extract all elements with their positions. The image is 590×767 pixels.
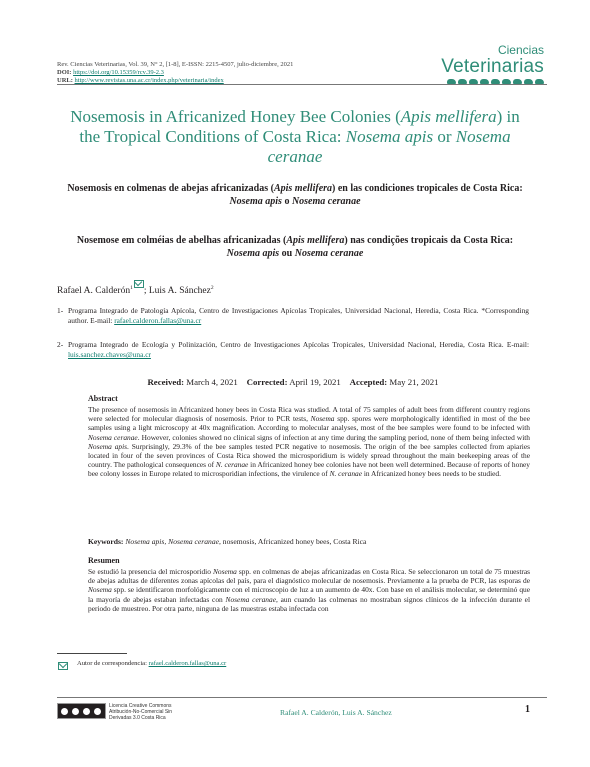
abstract-text: The presence of nosemosis in Africanized honey bees in Costa Rica was studied. A total of 75 samples of adult bees from different country regions were selected for molecular diagnosis of nosemosis. Prior to PCR tests, <box>88 405 530 424</box>
email-link[interactable]: rafael.calderon.fallas@una.cr <box>114 316 202 325</box>
envelope-icon[interactable] <box>134 280 144 288</box>
footer-divider <box>57 697 547 698</box>
subtitle-text: Nosemose em colméias de abelhas africanizadas ( <box>76 235 287 246</box>
journal-meta <box>57 61 377 85</box>
abstract-italic: Nosema <box>310 414 335 424</box>
spanish-title <box>62 182 528 208</box>
author-separator: ; <box>143 286 149 296</box>
subtitle-italic: Apis mellifera <box>286 235 345 246</box>
author-affiliation-sup: 1 <box>130 284 133 291</box>
abstract-text: . Surprisingly, 29.3% of the bee samples tested PCR negative to nosemosis. The origin of the bee samples collected from apiaries located in four of the seven provinces of Costa Rica showed the microsporidium is widely spread throughout the main beekeeping areas of the country. The pathological consequences of <box>88 441 530 470</box>
url-label: URL: <box>57 77 73 84</box>
subtitle-text: o <box>281 196 292 207</box>
abstract-text: in Africanized honey bee colonies have not been well determined. Because of reports of honey bee colony losses in Europe related to microsporidian infections, the virulence of <box>88 460 530 479</box>
subtitle-italic: Nosema ceranae <box>294 248 364 259</box>
article-dates <box>57 377 529 387</box>
logo-top-text: Ciencias <box>497 43 544 57</box>
email-link[interactable]: rafael.calderon.fallas@una.cr <box>148 660 227 667</box>
title-text: ) in <box>496 107 520 126</box>
doi-label: DOI: <box>57 69 72 76</box>
resumen-italic: Nosema <box>212 567 237 576</box>
keywords-italic: Nosema apis, Nosema ceranae <box>125 537 219 546</box>
page-number: 1 <box>525 704 530 715</box>
corrected-date: April 19, 2021 <box>289 377 341 387</box>
affiliation-text <box>57 340 529 360</box>
corresponding-author-note <box>77 660 226 667</box>
title-italic: Apis mellifera <box>400 107 497 126</box>
keywords <box>88 537 530 546</box>
subtitle-italic: Nosema apis <box>229 196 282 207</box>
resumen-heading: Resumen <box>88 556 120 565</box>
footnote-divider <box>57 653 127 654</box>
title-text: the Tropical Conditions of Costa Rica: <box>79 127 346 146</box>
header-divider <box>57 84 547 85</box>
received-label: Received: <box>147 377 185 387</box>
keywords-label: Keywords: <box>88 537 124 546</box>
title-italic: ceranae <box>267 147 323 166</box>
affiliation-number: 2- <box>57 340 64 349</box>
creative-commons-badge[interactable] <box>57 703 106 719</box>
resumen-body <box>88 567 530 613</box>
affiliation-number: 1- <box>57 306 64 315</box>
corrected-label: Corrected: <box>246 377 288 387</box>
journal-url-link[interactable]: http://www.revistas.una.ac.cr/index.php/veterinaria/index <box>74 77 224 84</box>
resumen-text: spp. se identificaron morfológicamente con el microscopio de luz a un aumento de 40x. Con base en el análisis molecular, se determinó que la mayoría de abejas estaban infectadas con <box>88 585 530 604</box>
title-italic: Nosema <box>455 127 511 146</box>
footnote-label: Autor de correspondencia: <box>77 660 149 667</box>
portuguese-title <box>62 234 528 260</box>
resumen-italic: Nosema <box>88 585 112 595</box>
accepted-date: May 21, 2021 <box>389 377 439 387</box>
email-link[interactable]: luis.sanchez.chaves@una.cr <box>68 350 151 359</box>
accepted-label: Accepted: <box>349 377 388 387</box>
article-title <box>62 107 528 167</box>
envelope-icon <box>57 657 68 675</box>
abstract-text: spp. spores were morphologically identified in most of the bee samples using a light microscopy at 40x magnification. According to molecular analyses, most of the bee samples were found to be infected with <box>88 414 530 433</box>
subtitle-text: ou <box>279 248 295 259</box>
abstract-italic: N. ceranae <box>215 460 249 470</box>
journal-logo <box>424 44 544 86</box>
citation: Rev. Ciencias Veterinarias, Vol. 39, N° 2, [1-8], E-ISSN: 2215-4507, julio-diciembre, 2021 <box>57 61 294 68</box>
doi-line <box>57 69 377 77</box>
abstract-text: . However, colonies showed no clinical signs of infection at any time during the sampling period, none of them being infected with <box>137 432 530 442</box>
resumen-italic: Nosema ceranae <box>225 594 276 604</box>
abstract-body <box>88 405 530 479</box>
running-head: Rafael A. Calderón, Luis A. Sánchez <box>280 708 392 717</box>
keywords-text: , nosemosis, Africanized honey bees, Costa Rica <box>219 537 367 546</box>
author-list <box>57 280 214 296</box>
abstract-italic: Nosema apis <box>88 441 128 451</box>
title-italic: Nosema apis <box>345 127 434 146</box>
abstract-italic: N. ceranae <box>329 469 362 479</box>
doi-link[interactable]: https://doi.org/10.15359/rcv.39-2.3 <box>73 69 164 76</box>
abstract-heading: Abstract <box>88 394 118 403</box>
affiliation-2 <box>57 340 529 360</box>
subtitle-italic: Nosema apis <box>226 248 280 259</box>
license-text: Licencia Creative Commons Atribución-No-Comercial Sin Derivadas 3.0 Costa Rica <box>109 703 173 721</box>
resumen-text: , aun cuando las colmenas no mostraban signos clínicos de la infección durante el periodo de muestreo. Por otra parte, ninguna de las muestras estaba infectada con <box>88 594 530 613</box>
affiliation-text <box>57 306 529 326</box>
subtitle-text: Nosemosis en colmenas de abejas africanizadas ( <box>67 183 274 194</box>
author-name: Rafael A. Calderón <box>57 286 131 296</box>
subtitle-text: ) nas condições tropicais da Costa Rica: <box>344 235 514 246</box>
logo-main-text: Veterinarias <box>441 56 544 77</box>
author-affiliation-sup: 2 <box>210 284 214 291</box>
abstract-text: in Africanized honey bees needs to be studied. <box>362 469 501 479</box>
affiliation-body: Programa Integrado de Patología Apícola, Centro de Investigaciones Apícolas Tropicales, Universidad Nacional, Heredia, Costa Rica. *Corresponding author. E-mail: <box>68 306 529 325</box>
title-text: or <box>433 127 456 146</box>
received-date: March 4, 2021 <box>186 377 238 387</box>
resumen-text: spp. en colmenas de abejas africanizadas en Costa Rica. Se seleccionaron un total de 75 muestras de abejas adultas de diferentes zonas apícolas del país, para el diagnóstico molecular de nosemosis. Previamente a la prueba de PCR, las esporas de <box>88 567 530 586</box>
abstract-italic: Nosema ceranae <box>88 432 138 442</box>
subtitle-italic: Apis mellifera <box>273 183 333 194</box>
subtitle-italic: Nosema ceranae <box>291 196 361 207</box>
title-text: Nosemosis in Africanized Honey Bee Colonies ( <box>70 107 401 126</box>
affiliation-1 <box>57 306 529 326</box>
resumen-text: Se estudió la presencia del microsporidio <box>88 567 213 576</box>
author-name: Luis A. Sánchez <box>148 286 211 296</box>
affiliation-body: Programa Integrado de Ecología y Polinización, Centro de Investigaciones Apícolas Tropicales, Universidad Nacional, Heredia, Costa Rica. E-mail: <box>68 340 529 349</box>
subtitle-text: ) en las condiciones tropicales de Costa Rica: <box>332 183 523 194</box>
